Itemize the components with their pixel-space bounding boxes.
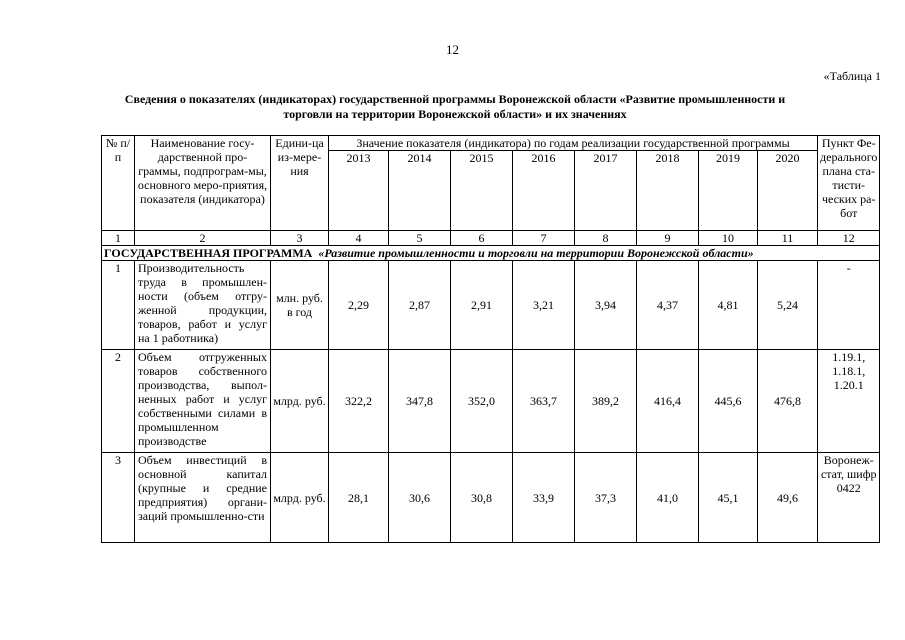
row-value: 33,9 bbox=[513, 453, 575, 543]
column-number: 9 bbox=[637, 231, 699, 246]
row-value: 389,2 bbox=[575, 350, 637, 453]
program-row-cell bbox=[102, 246, 880, 261]
indicators-table bbox=[101, 135, 880, 543]
header-year: 2020 bbox=[758, 151, 818, 231]
row-value: 2,29 bbox=[329, 261, 389, 350]
header-year: 2018 bbox=[637, 151, 699, 231]
table-row bbox=[102, 453, 880, 543]
program-name: «Развитие промышленности и торговли на территории Воронежской области» bbox=[318, 246, 754, 260]
row-plan-point: Воронеж-стат, шифр 0422 bbox=[818, 453, 880, 543]
header-year: 2016 bbox=[513, 151, 575, 231]
row-value: 49,6 bbox=[758, 453, 818, 543]
row-value: 5,24 bbox=[758, 261, 818, 350]
row-num: 3 bbox=[102, 453, 135, 543]
column-number: 12 bbox=[818, 231, 880, 246]
column-number: 2 bbox=[135, 231, 271, 246]
row-value: 3,21 bbox=[513, 261, 575, 350]
header-num: № п/п bbox=[102, 136, 135, 231]
row-value: 2,87 bbox=[389, 261, 451, 350]
row-value: 416,4 bbox=[637, 350, 699, 453]
row-value: 322,2 bbox=[329, 350, 389, 453]
column-number: 7 bbox=[513, 231, 575, 246]
program-label: ГОСУДАРСТВЕННАЯ ПРОГРАММА bbox=[104, 246, 313, 260]
column-number: 1 bbox=[102, 231, 135, 246]
row-value: 445,6 bbox=[699, 350, 758, 453]
row-value: 3,94 bbox=[575, 261, 637, 350]
row-value: 347,8 bbox=[389, 350, 451, 453]
header-name: Наименование госу-дарственной про-граммы, подпрограм-мы, основного меро-приятия, показателя (индикатора) bbox=[135, 136, 271, 231]
table-row bbox=[102, 261, 880, 350]
row-num: 2 bbox=[102, 350, 135, 453]
header-year: 2014 bbox=[389, 151, 451, 231]
table-row bbox=[102, 350, 880, 453]
row-unit: млн. руб. в год bbox=[271, 261, 329, 350]
page-number: 12 bbox=[446, 42, 459, 57]
header-year: 2017 bbox=[575, 151, 637, 231]
header-year: 2015 bbox=[451, 151, 513, 231]
header-unit: Едини-ца из-мере-ния bbox=[271, 136, 329, 231]
row-unit: млрд. руб. bbox=[271, 453, 329, 543]
row-value: 37,3 bbox=[575, 453, 637, 543]
row-value: 476,8 bbox=[758, 350, 818, 453]
row-value: 4,37 bbox=[637, 261, 699, 350]
program-row bbox=[102, 246, 880, 261]
row-name: Объем инвестиций в основной капитал (крупные и средние предприятия) органи-заций промышленно-сти bbox=[135, 453, 271, 543]
row-plan-point: - bbox=[818, 261, 880, 350]
row-value: 352,0 bbox=[451, 350, 513, 453]
row-value: 28,1 bbox=[329, 453, 389, 543]
row-value: 41,0 bbox=[637, 453, 699, 543]
document-title: Сведения о показателях (индикаторах) государственной программы Воронежской области «Развитие промышленности и торговли на территории Воронежской области» и их значениях bbox=[124, 92, 786, 121]
row-value: 30,8 bbox=[451, 453, 513, 543]
row-name: Производительность труда в промышлен-ности (объем отгру-женной продукции, товаров, работ и услуг на 1 работника) bbox=[135, 261, 271, 350]
column-number: 8 bbox=[575, 231, 637, 246]
row-value: 4,81 bbox=[699, 261, 758, 350]
row-value: 363,7 bbox=[513, 350, 575, 453]
column-number: 3 bbox=[271, 231, 329, 246]
row-num: 1 bbox=[102, 261, 135, 350]
row-unit: млрд. руб. bbox=[271, 350, 329, 453]
header-values-group: Значение показателя (индикатора) по годам реализации государственной программы bbox=[329, 136, 818, 151]
row-plan-point: 1.19.1, 1.18.1, 1.20.1 bbox=[818, 350, 880, 453]
row-value: 2,91 bbox=[451, 261, 513, 350]
header-year: 2019 bbox=[699, 151, 758, 231]
row-value: 45,1 bbox=[699, 453, 758, 543]
column-number: 10 bbox=[699, 231, 758, 246]
header-year: 2013 bbox=[329, 151, 389, 231]
table-label: «Таблица 1 bbox=[823, 69, 881, 83]
column-number: 6 bbox=[451, 231, 513, 246]
column-number: 4 bbox=[329, 231, 389, 246]
header-plan-point: Пункт Фе-дерального плана ста-тисти-ческих ра-бот bbox=[818, 136, 880, 231]
row-name: Объем отгруженных товаров собственного производства, выпол-ненных работ и услуг собственными силами в промышленном производстве bbox=[135, 350, 271, 453]
column-number: 5 bbox=[389, 231, 451, 246]
column-number: 11 bbox=[758, 231, 818, 246]
row-value: 30,6 bbox=[389, 453, 451, 543]
